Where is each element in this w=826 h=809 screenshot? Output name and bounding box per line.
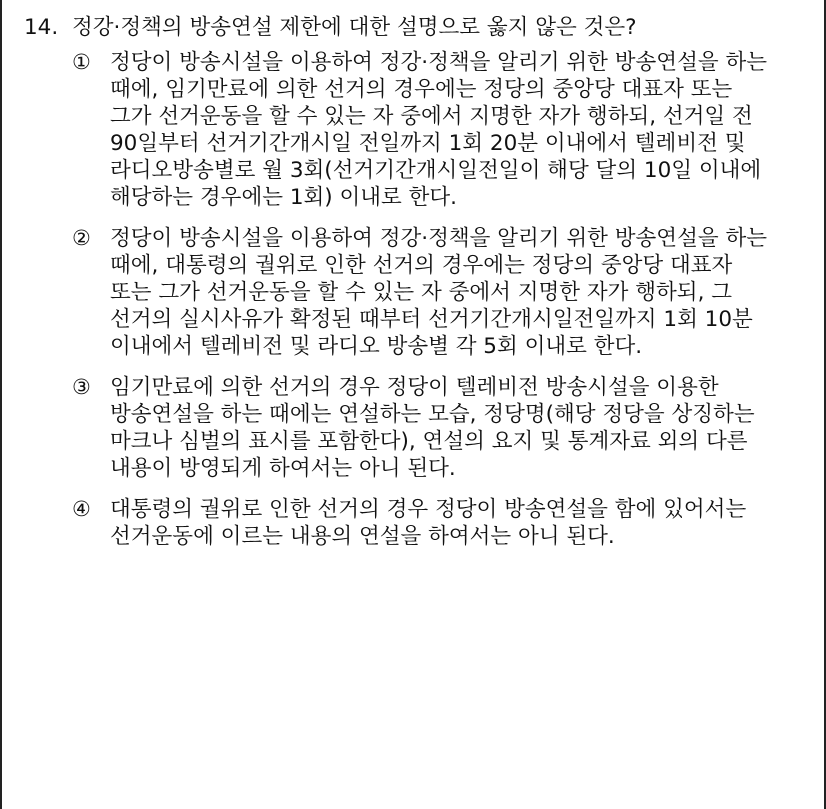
option-2-marker: ② bbox=[72, 226, 91, 250]
question-header bbox=[24, 14, 804, 41]
option-2[interactable] bbox=[72, 225, 804, 360]
option-1-marker: ① bbox=[72, 50, 91, 74]
question-block bbox=[24, 14, 804, 564]
option-1-text: 정당이 방송시설을 이용하여 정강·정책을 알리기 위한 방송연설을 하는 때에, 임기만료에 의한 선거의 경우에는 정당의 중앙당 대표자 또는 그가 선거운동을 할 수 있는 자 중에서 지명한 자가 행하되, 선거일 전 90일부터 선거기간개시일 전일까지 1회 20분 이내에서 텔레비전 및 라디오방송별로 월 3회(선거기간개시일전일이 해당 달의 10일 이내에 해당하는 경우에는 1회) 이내로 한다. bbox=[110, 50, 767, 210]
option-3-text: 임기만료에 의한 선거의 경우 정당이 텔레비전 방송시설을 이용한 방송연설을 하는 때에는 연설하는 모습, 정당명(해당 정당을 상징하는 마크나 심벌의 표시를 포함한다), 연설의 요지 및 통계자료 외의 다른 내용이 방영되게 하여서는 아니 된다. bbox=[110, 375, 755, 481]
option-4-marker: ④ bbox=[72, 497, 91, 521]
option-4-text: 대통령의 궐위로 인한 선거의 경우 정당이 방송연설을 함에 있어서는 선거운동에 이르는 내용의 연설을 하여서는 아니 된다. bbox=[110, 497, 747, 549]
question-text: 정강·정책의 방송연설 제한에 대한 설명으로 옳지 않은 것은? bbox=[72, 15, 637, 40]
option-1[interactable] bbox=[72, 49, 804, 211]
option-4[interactable] bbox=[72, 496, 804, 550]
option-3[interactable] bbox=[72, 374, 804, 482]
question-number: 14. bbox=[24, 15, 59, 40]
option-list bbox=[24, 49, 804, 550]
option-3-marker: ③ bbox=[72, 375, 91, 399]
option-2-text: 정당이 방송시설을 이용하여 정강·정책을 알리기 위한 방송연설을 하는 때에, 대통령의 궐위로 인한 선거의 경우에는 정당의 중앙당 대표자 또는 그가 선거운동을 할 수 있는 자 중에서 지명한 자가 행하되, 그 선거의 실시사유가 확정된 때부터 선거기간개시일전일까지 1회 10분 이내에서 텔레비전 및 라디오 방송별 각 5회 이내로 한다. bbox=[110, 226, 767, 359]
